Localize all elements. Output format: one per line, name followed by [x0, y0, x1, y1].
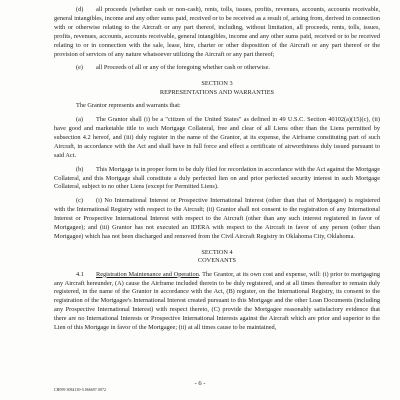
clause-e-text: all Proceeds of all or any of the foregoing whether cash or otherwise. — [96, 64, 270, 72]
clause-e-label: (e) — [76, 64, 83, 72]
section-4-title: COVENANTS — [197, 257, 237, 265]
subsection-4-1-title: Registration Maintenance and Operation — [96, 270, 199, 278]
clause-d — [54, 6, 380, 59]
section-3-number: SECTION 3 — [201, 80, 233, 88]
paragraph-b — [54, 166, 380, 193]
document-code: CH099 3084130-5.066697.0072 — [54, 388, 106, 392]
paragraph-a — [54, 116, 380, 161]
clause-e — [54, 64, 380, 73]
paragraph-c-label: (c) — [76, 197, 83, 205]
section-4-heading — [54, 249, 380, 266]
subsection-4-1 — [54, 271, 380, 333]
section-3-title: REPRESENTATIONS AND WARRANTIES — [159, 88, 275, 96]
page-number: - 6 - — [194, 380, 206, 387]
clause-d-label: (d) — [76, 6, 84, 13]
paragraph-a-text: The Grantor shall (i) be a "citizen of the United States" as defined in 49 U.S.C. Section 40102(a)(15)(c), (ii) have good and marketable title to such Mortgage Collateral, free and clear of all Liens other than the Liens permitted by subsection 4.2 hereof, and (iii) duly register in the name of the Grantor, at its expense, the Airframe constituting part of such Aircraft, in accordance with the Act and shall have in full force and effect a certificate of airworthiness duly issued pursuant to said Act. — [54, 116, 380, 159]
clause-d-text: all proceeds (whether cash or non-cash), rents, tolls, issues, profits, revenues, accounts, accounts receivable, general intangibles, income and any other sums paid, received or to be received as a result of, arising from, derived in connection with or otherwise relating to the Aircraft or any part thereof, including, without limitation, all proceeds, rents, tolls, issues, profits, revenues, accounts, accounts receivable, general intangibles, income and any other sums paid, received or to be received relating to or in connection with the sale, lease, hire, charter or other disposition of the Aircraft or any part thereof or the provision of services of any nature whatsoever utilizing the Aircraft or any part thereof; — [54, 6, 380, 58]
page-content — [54, 6, 380, 338]
subsection-4-1-number: 4.1 — [76, 270, 84, 278]
paragraph-b-text: This Mortgage is in proper form to be duly filed for recordation in accordance with the Act against the Mortgage Collateral, and this Mortgage shall constitute a duly perfected lien on and prior perfected security interest in such Mortgage Collateral, subject to no other Liens (except for Permitted Liens). — [54, 165, 380, 191]
section-3-heading — [54, 80, 380, 97]
paragraph-b-label: (b) — [76, 165, 84, 173]
grantor-intro: The Grantor represents and warrants that: — [76, 102, 181, 110]
subsection-4-1-text: . The Grantor, at its own cost and expense, will: (i) prior to mortgaging any Aircraft hereunder, (A) cause the Airframe included therein to be duly registered, and at all times thereafter to remain duly registered, in the name of the Grantor in accordance with the Act, (B) register, on the International Registry, its consent to the registration of the Mortgagee's International Interest created pursuant to this Mortgage and the other Loan Documents (including any Prospective International Interest) with respect thereto, (C) provide the Mortgagee reasonably satisfactory evidence that there are no International Interests or Prospective International Interests against the Aircraft which are prior and superior to the Lien of this Mortgage in favor of the Mortgagee; (ii) at all times cause to be maintained, — [54, 270, 380, 332]
paragraph-c — [54, 197, 380, 242]
section-4-number: SECTION 4 — [201, 248, 233, 256]
paragraph-a-label: (a) — [76, 116, 83, 124]
paragraph-c-text: (i) No International Interest or Prospective International Interest (other than that of Mortgagee) is registered with the International Registry with respect to the Aircraft; (ii) Grantor shall not consent to the registration of any International Interest or Prospective International Interest with respect to the Aircraft (other than any such interest registered in favor of Mortgagee); and (iii) Grantor has not executed an IDERA with respect to the Aircraft in favor of any person (other than Mortgagee) which has not been discharged and removed from the Civil Aircraft Registry in Oklahoma City, Oklahoma. — [54, 197, 380, 240]
